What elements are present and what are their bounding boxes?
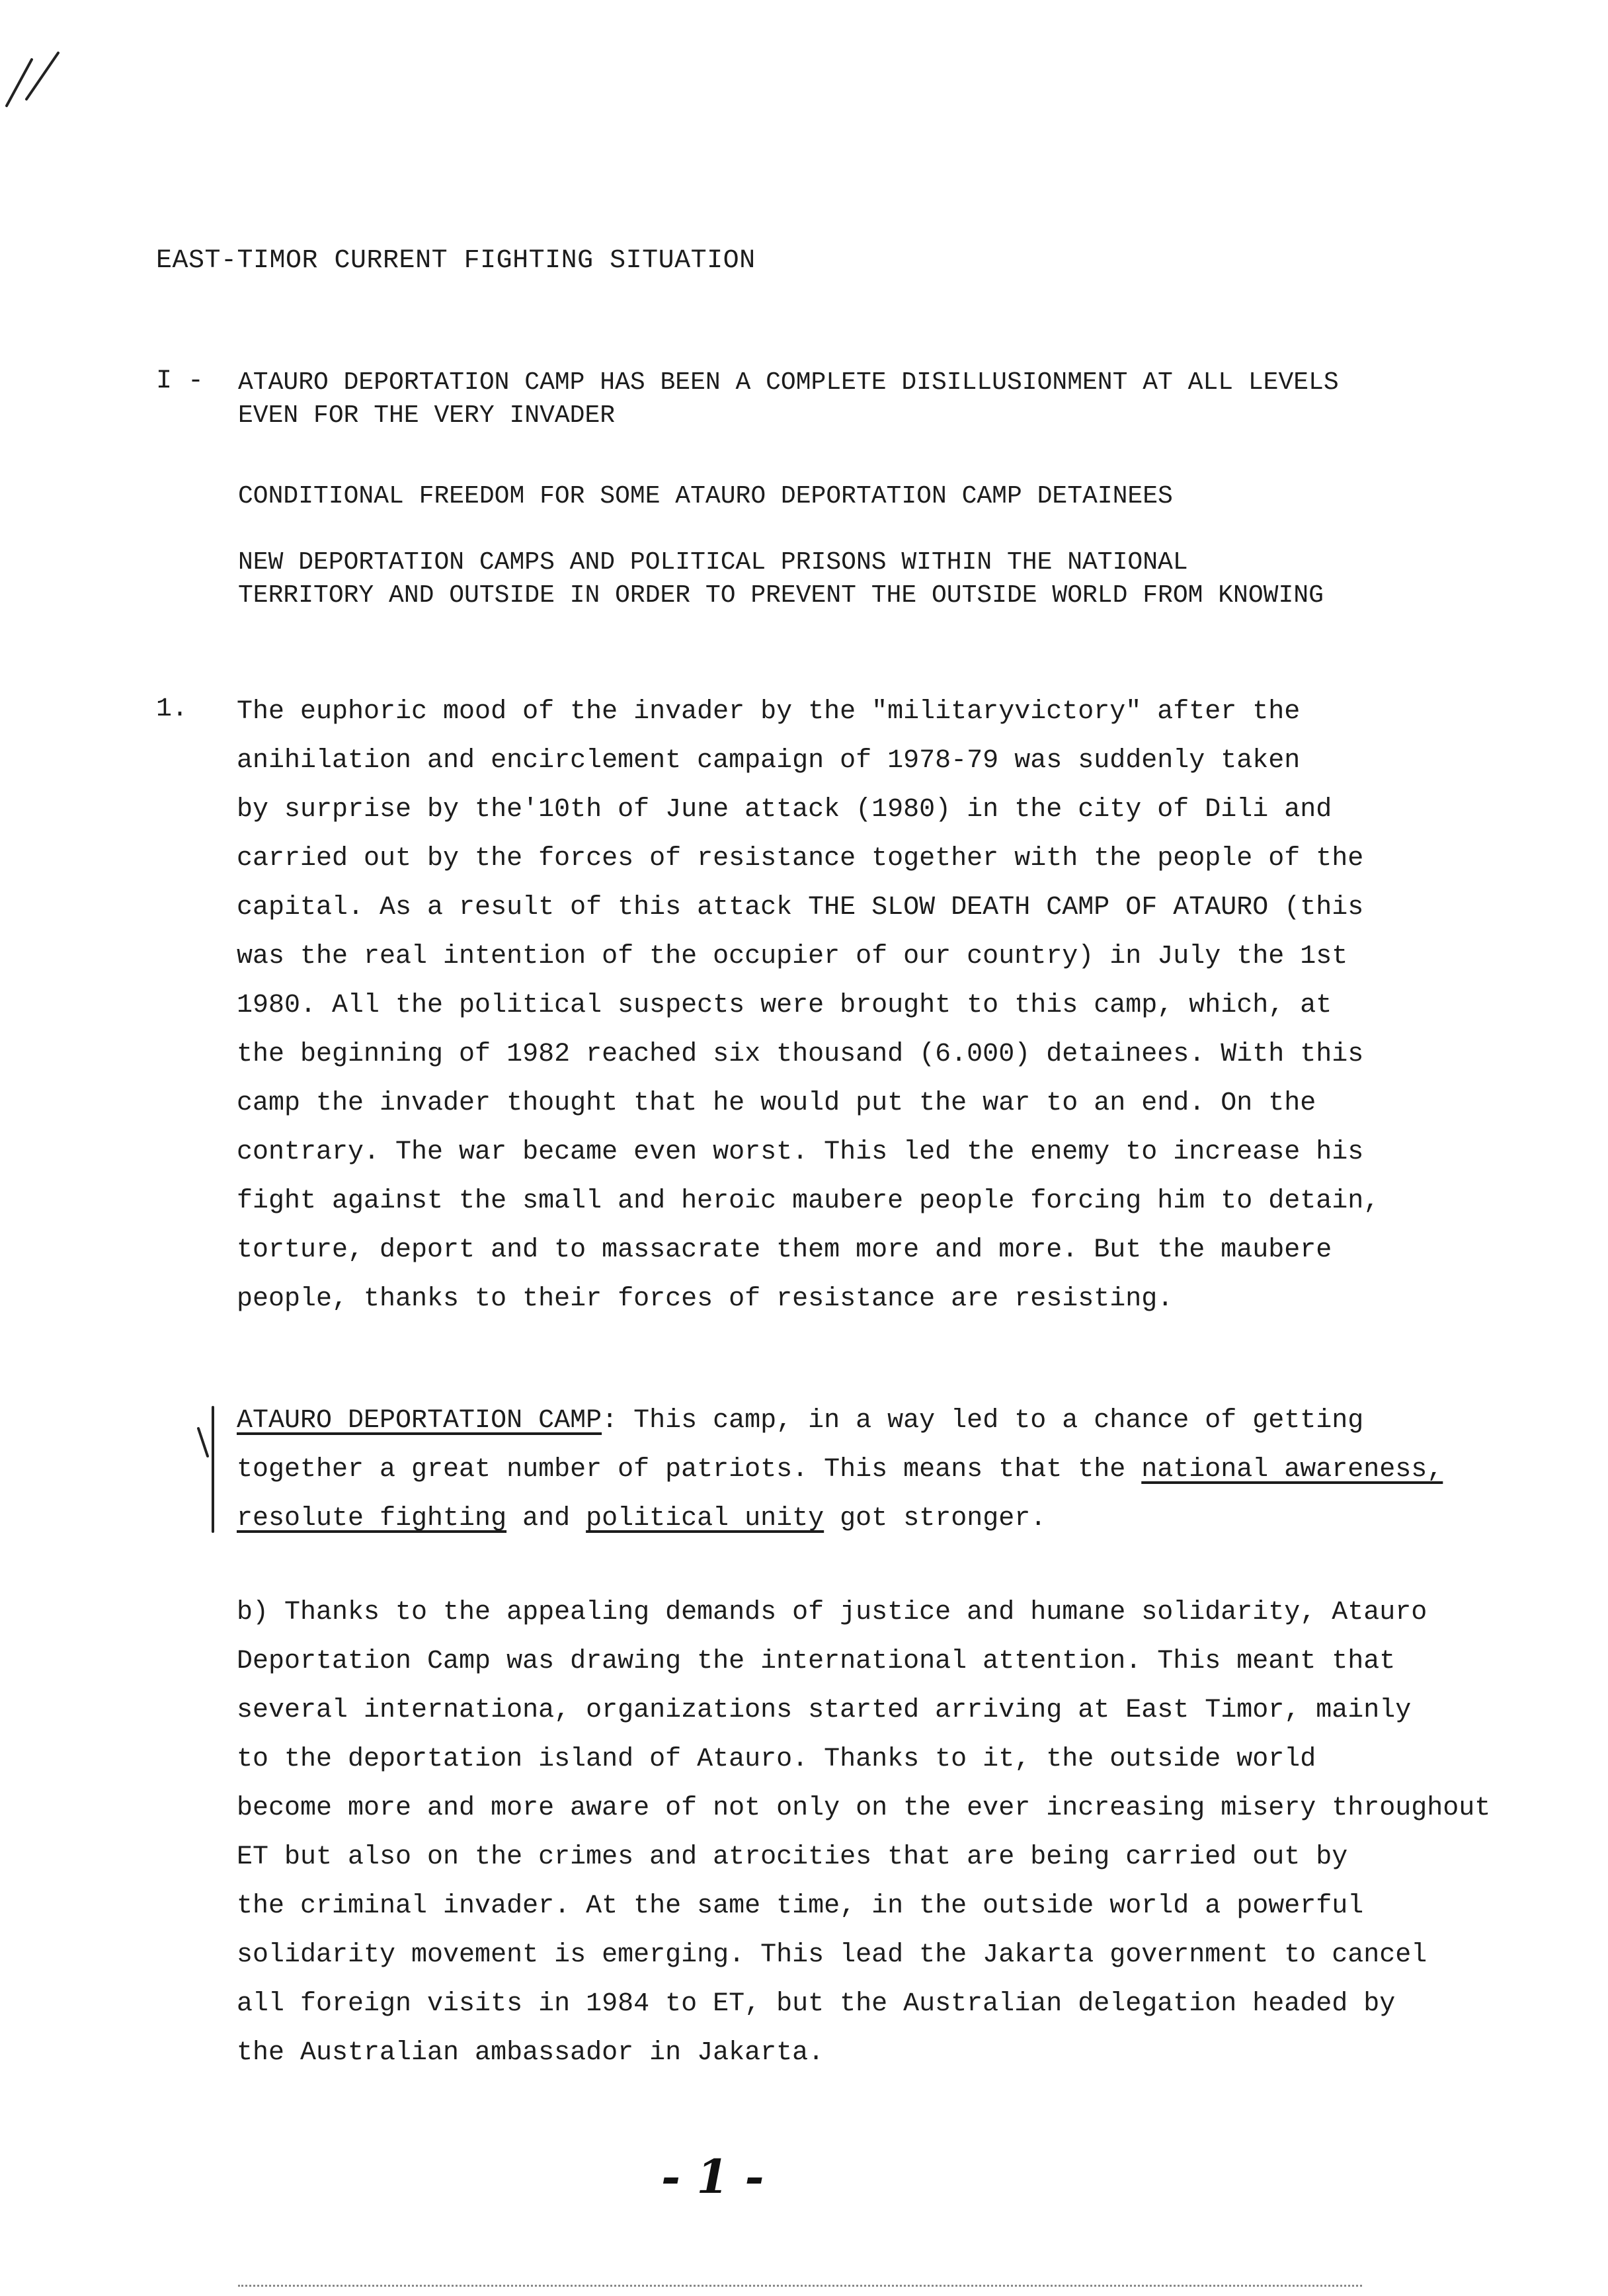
paragraph-b xyxy=(237,1588,1546,2078)
text-line: The euphoric mood of the invader by the "militaryvictory" after the xyxy=(237,697,1301,727)
text-line: torture, deport and to massacrate them more and more. But the maubere xyxy=(237,1235,1332,1265)
handwritten-margin-mark xyxy=(196,1402,216,1534)
document-title: EAST-TIMOR CURRENT FIGHTING SITUATION xyxy=(156,246,756,276)
text-line xyxy=(237,1495,1546,1543)
page-number: - 1 - xyxy=(661,2149,764,2204)
underlined-phrase: resolute fighting xyxy=(237,1504,507,1534)
section-number: I - xyxy=(156,366,204,396)
underlined-phrase: national awareness, xyxy=(1141,1455,1443,1485)
paragraph-1 xyxy=(237,688,1546,1324)
text-line: contrary. The war became even worst. This led the enemy to increase his xyxy=(237,1137,1364,1167)
text-segment: : This camp, in a way led to a chance of getting xyxy=(602,1406,1364,1436)
scan-edge-dots xyxy=(238,2285,1362,2289)
text-line: to the deportation island of Atauro. Thanks to it, the outside world xyxy=(237,1744,1316,1774)
section-heading-line: ATAURO DEPORTATION CAMP HAS BEEN A COMPLETE DISILLUSIONMENT AT ALL LEVELS xyxy=(238,368,1339,397)
handwritten-slash-mark xyxy=(0,26,73,112)
text-line: ET but also on the crimes and atrocities that are being carried out by xyxy=(237,1842,1348,1872)
text-line: people, thanks to their forces of resistance are resisting. xyxy=(237,1284,1174,1314)
text-line: the criminal invader. At the same time, in the outside world a powerful xyxy=(237,1891,1364,1921)
text-segment: got stronger. xyxy=(824,1504,1047,1534)
section-heading xyxy=(238,366,1339,432)
text-line: 1980. All the political suspects were brought to this camp, which, at xyxy=(237,991,1332,1020)
paragraph-a xyxy=(237,1397,1546,1543)
section-subheading: CONDITIONAL FREEDOM FOR SOME ATAURO DEPORTATION CAMP DETAINEES xyxy=(238,482,1173,511)
text-line: become more and more aware of not only on the ever increasing misery throughout xyxy=(237,1793,1491,1823)
text-line: all foreign visits in 1984 to ET, but the Australian delegation headed by xyxy=(237,1989,1396,2019)
text-line: solidarity movement is emerging. This lead the Jakarta government to cancel xyxy=(237,1940,1427,1970)
text-line: by surprise by the'10th of June attack (1980) in the city of Dili and xyxy=(237,795,1332,825)
section-subheading-2 xyxy=(238,546,1324,612)
text-line: several internationa, organizations started arriving at East Timor, mainly xyxy=(237,1696,1412,1725)
text-line xyxy=(237,1397,1546,1446)
text-line: capital. As a result of this attack THE SLOW DEATH CAMP OF ATAURO (this xyxy=(237,893,1364,922)
subheading-line: NEW DEPORTATION CAMPS AND POLITICAL PRISONS WITHIN THE NATIONAL xyxy=(238,548,1188,577)
text-line: the beginning of 1982 reached six thousand (6.000) detainees. With this xyxy=(237,1040,1364,1069)
camp-label: ATAURO DEPORTATION CAMP xyxy=(237,1406,602,1436)
text-line: the Australian ambassador in Jakarta. xyxy=(237,2038,824,2068)
text-segment: and xyxy=(506,1504,586,1534)
text-line: fight against the small and heroic maubere people forcing him to detain, xyxy=(237,1186,1380,1216)
text-line: carried out by the forces of resistance together with the people of the xyxy=(237,844,1364,874)
text-line: camp the invader thought that he would put the war to an end. On the xyxy=(237,1088,1316,1118)
subheading-line: TERRITORY AND OUTSIDE IN ORDER TO PREVENT THE OUTSIDE WORLD FROM KNOWING xyxy=(238,581,1324,610)
section-heading-line: EVEN FOR THE VERY INVADER xyxy=(238,401,616,430)
text-line: b) Thanks to the appealing demands of justice and humane solidarity, Atauro xyxy=(237,1598,1427,1627)
text-line xyxy=(237,1446,1546,1495)
text-line: Deportation Camp was drawing the international attention. This meant that xyxy=(237,1647,1396,1676)
text-line: was the real intention of the occupier of our country) in July the 1st xyxy=(237,942,1348,971)
underlined-phrase: political unity xyxy=(586,1504,824,1534)
text-line: anihilation and encirclement campaign of 1978-79 was suddenly taken xyxy=(237,746,1301,776)
paragraph-number: 1. xyxy=(156,694,188,724)
text-segment: together a great number of patriots. This means that the xyxy=(237,1455,1142,1485)
